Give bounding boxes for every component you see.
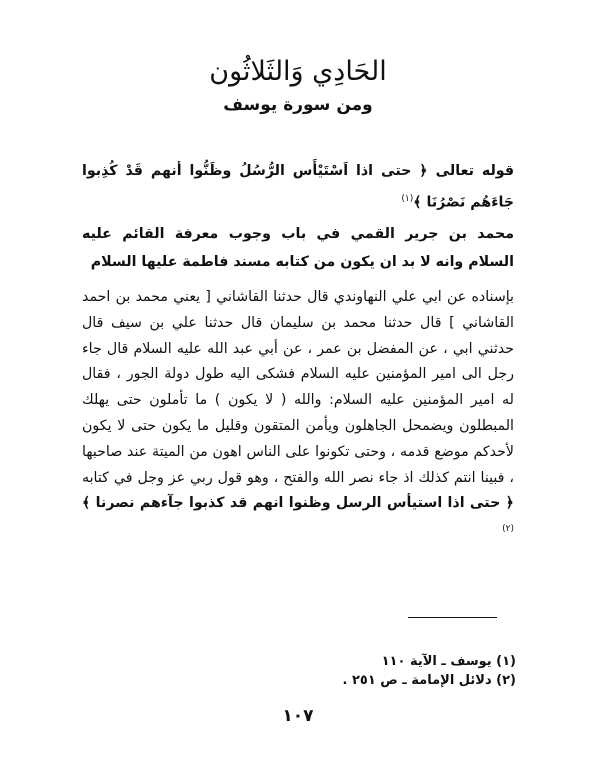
source-text: محمد بن جرير القمي في باب وجوب معرفة القائم عليه السلام وانه لا بد ان يكون من كتابه مسند فاطمة عليها السلام <box>82 226 514 270</box>
verse-lead: قوله تعالى <box>435 163 514 179</box>
footnotes <box>190 652 516 690</box>
chapter-subtitle: ومن سورة يوسف <box>223 95 373 115</box>
narration-paragraph <box>82 285 514 547</box>
verse-quote: ﴿ حتى اذا اَسْتَيْأَس الرُّسُلُ وظَنُّوا أنهم قَدْ كُذِبوا جَاءَهُم نَصْرُنَا ﴾ <box>82 163 514 211</box>
narration-quote: ﴿ حتى اذا استيأس الرسل وظنوا انهم قد كذبوا جآءهم نصرنا ﴾ <box>82 495 514 512</box>
verse-paragraph <box>82 157 514 217</box>
footnote-2: (٢) دلائل الإمامة ـ ص ٢٥١ . <box>342 673 516 688</box>
footnote-1: (١) يوسف ـ الآية ١١٠ <box>381 654 516 669</box>
footnote-ref-2: (٢) <box>502 524 514 535</box>
footnote-ref-1: (١) <box>401 194 414 204</box>
source-paragraph <box>82 220 514 276</box>
page-number: ١٠٧ <box>282 706 314 726</box>
chapter-title: الحَادِي وَالثَلاثُون <box>209 56 387 87</box>
footnote-separator <box>408 617 497 618</box>
narration-text: بإسناده عن ابي علي النهاوندي قال حدثنا القاشاني [ يعني محمد بن احمد القاشاني ] قال حدثنا محمد بن سليمان قال حدثنا علي بن سيف قال حدثني ابي ، عن المفضل بن عمر ، عن أبي عبد الله عليه السلام قال جاء رجل الى امير المؤمنين عليه السلام فشكى اليه طول دولة الجور ، فقال له امير المؤمنين عليه السلام: والله ( لا يكون ) ما تأملون حتى يهلك المبطلون ويضمحل الجاهلون ويأمن المتقون وقليل ما يكون حتى لا يكون لأحدكم موضع قدمه ، وحتى تكونوا على الناس اهون من الميتة عند صاحبها ، فبينا انتم كذلك اذ جاء نصر الله والفتح ، وهو قول ربي عز وجل في كتابه <box>82 289 514 486</box>
